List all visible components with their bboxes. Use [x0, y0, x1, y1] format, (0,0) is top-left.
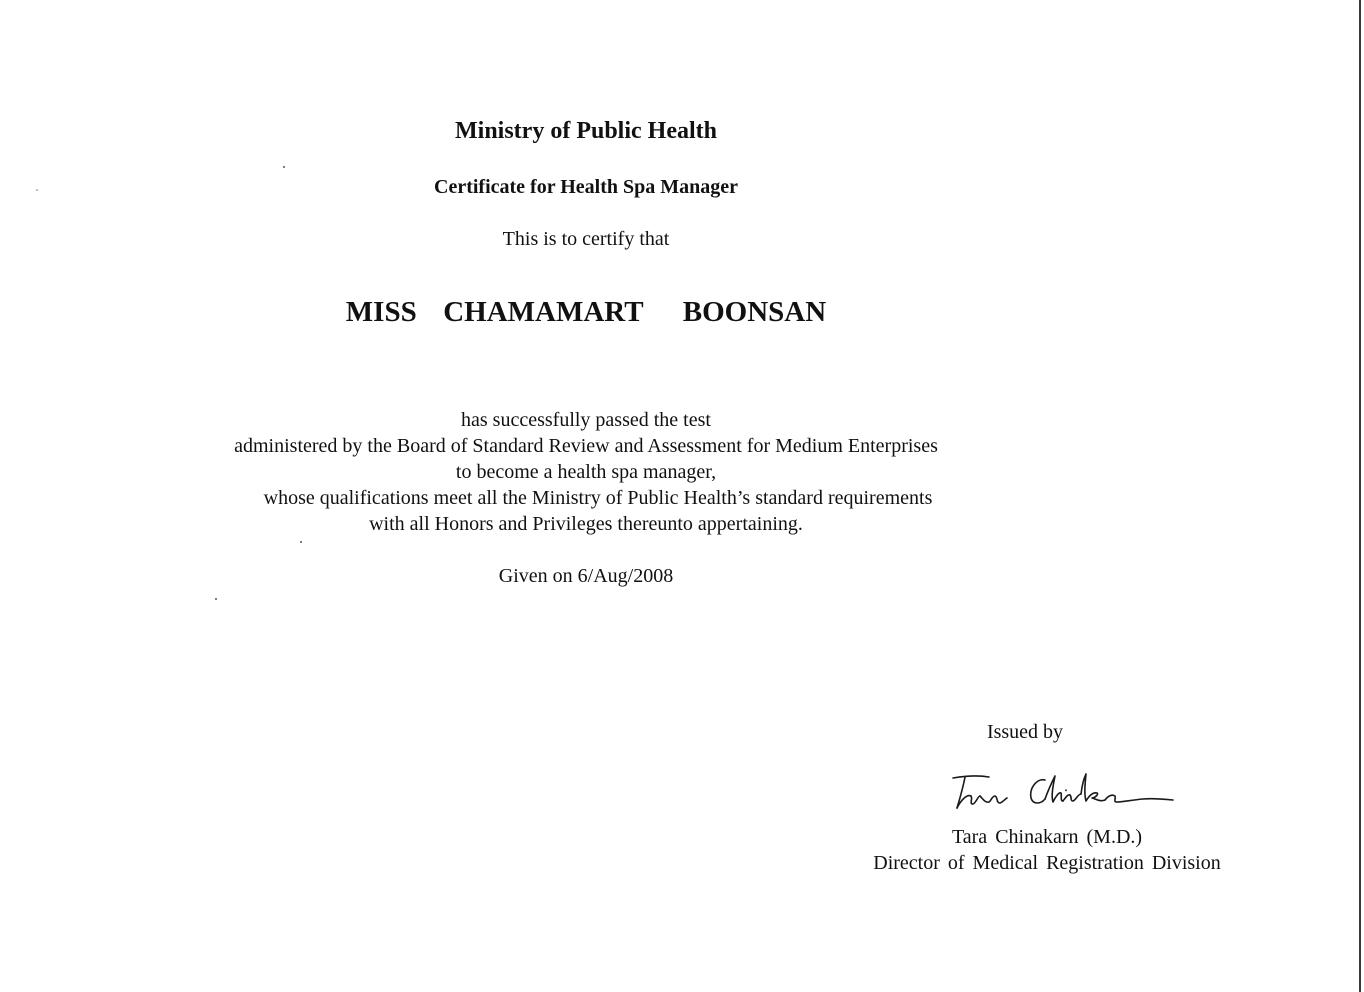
recipient-name: MISS CHAMAMART BOONSAN [345, 296, 827, 328]
certificate-title: Certificate for Health Spa Manager [434, 176, 738, 198]
body-line: whose qualifications meet all the Ministry of Public Health’s standard requirements [263, 487, 933, 509]
scan-speck [300, 541, 302, 543]
scan-edge-line [1359, 0, 1361, 992]
body-line: administered by the Board of Standard Review and Assessment for Medium Enterprises [234, 435, 938, 457]
given-date: Given on 6/Aug/2008 [498, 565, 674, 587]
signer-title: Director of Medical Registration Division [873, 852, 1221, 874]
issued-by-label: Issued by [986, 721, 1064, 743]
scan-speck [215, 598, 217, 600]
body-line: has successfully passed the test [461, 409, 711, 431]
body-line: with all Honors and Privileges thereunto appertaining. [369, 513, 803, 535]
certificate-body [186, 407, 986, 537]
certify-line: This is to certify that [502, 228, 670, 250]
scan-speck [36, 189, 38, 191]
signer-name: Tara Chinakarn (M.D.) [951, 826, 1143, 848]
body-line: to become a health spa manager, [455, 461, 717, 483]
signature-image [945, 766, 1185, 826]
ministry-heading: Ministry of Public Health [455, 118, 717, 144]
scan-speck [283, 166, 285, 168]
